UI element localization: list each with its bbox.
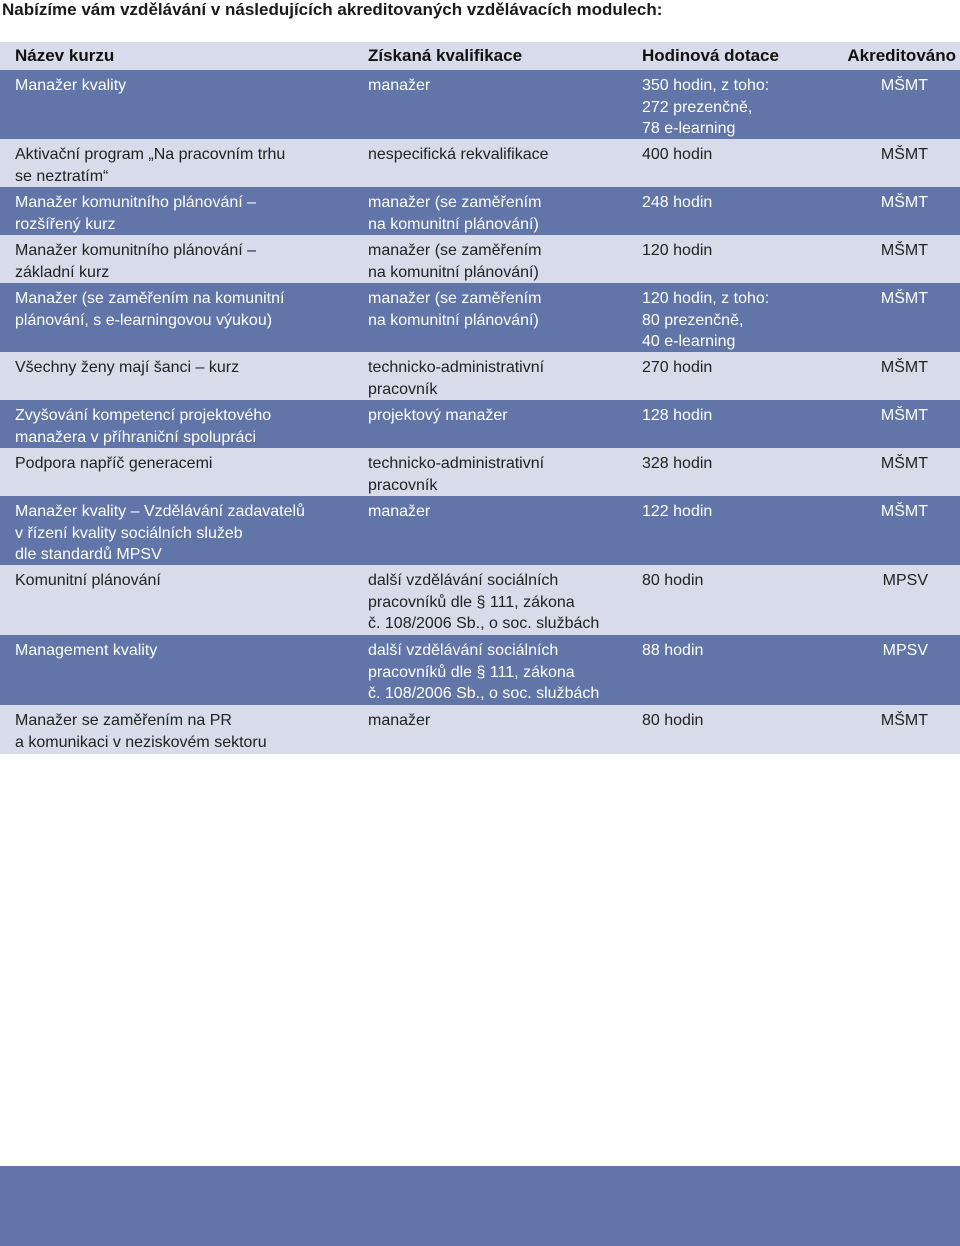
hours-line: 272 prezenčně, bbox=[642, 98, 753, 116]
course-name-cell bbox=[15, 75, 126, 97]
course-name-cell bbox=[15, 501, 305, 566]
header-ziskana-kvalifikace: Získaná kvalifikace bbox=[368, 46, 523, 65]
course-name-cell bbox=[15, 405, 271, 448]
hours-line: 120 hodin, z toho: bbox=[642, 290, 770, 307]
qualification-line: manažer (se zaměřením bbox=[368, 242, 542, 259]
qualification-line: na komunitní plánování) bbox=[368, 263, 539, 281]
empty-area bbox=[0, 754, 960, 1166]
course-name-line: Manažer komunitního plánování – bbox=[15, 242, 257, 259]
accreditation-cell: MŠMT bbox=[880, 407, 928, 424]
qualification-line: manažer bbox=[368, 77, 431, 94]
course-name-line: a komunikaci v neziskovém sektoru bbox=[15, 733, 267, 751]
course-name-line: Aktivační program „Na pracovním trhu bbox=[15, 146, 286, 163]
accreditation-cell: MŠMT bbox=[880, 290, 928, 307]
hours-line: 400 hodin bbox=[642, 146, 713, 163]
course-name-line: plánování, s e-learningovou výukou) bbox=[15, 311, 273, 329]
course-name-line: Zvyšování kompetencí projektového bbox=[15, 407, 272, 424]
qualification-line: projektový manažer bbox=[368, 407, 508, 424]
course-name-cell bbox=[15, 710, 267, 753]
course-name-line: Všechny ženy mají šanci – kurz bbox=[15, 359, 240, 376]
header-hodinova-dotace: Hodinová dotace bbox=[642, 46, 779, 65]
table-row bbox=[0, 283, 960, 352]
hours-line: 350 hodin, z toho: bbox=[642, 77, 770, 94]
hours-line: 270 hodin bbox=[642, 359, 713, 376]
course-name-line: manažera v příhraniční spolupráci bbox=[15, 428, 257, 446]
qualification-line: technicko-administrativní bbox=[368, 359, 545, 376]
hours-line: 328 hodin bbox=[642, 455, 713, 472]
hours-cell bbox=[642, 144, 712, 166]
course-name-cell bbox=[15, 453, 212, 475]
course-name-cell bbox=[15, 144, 285, 187]
hours-cell bbox=[642, 570, 703, 592]
course-name-cell bbox=[15, 357, 239, 379]
qualification-line: manažer bbox=[368, 712, 431, 729]
hours-cell bbox=[642, 240, 712, 262]
hours-cell bbox=[642, 192, 712, 214]
accreditation-cell: MŠMT bbox=[880, 712, 928, 729]
hours-cell bbox=[642, 710, 703, 732]
qualification-line: manažer bbox=[368, 503, 431, 520]
qualification-cell bbox=[368, 405, 508, 427]
qualification-cell bbox=[368, 710, 430, 732]
qualification-line: technicko-administrativní bbox=[368, 455, 545, 472]
qualification-cell bbox=[368, 144, 549, 166]
qualification-cell bbox=[368, 453, 544, 496]
header-nazev-kurzu: Název kurzu bbox=[15, 46, 115, 65]
accreditation-cell: MŠMT bbox=[880, 455, 928, 472]
course-name-line: Manažer (se zaměřením na komunitní bbox=[15, 290, 285, 307]
hours-cell bbox=[642, 405, 712, 427]
accreditation-cell: MŠMT bbox=[880, 146, 928, 163]
course-name-line: Manažer kvality bbox=[15, 77, 127, 94]
accreditation-cell: MŠMT bbox=[880, 242, 928, 259]
table-row bbox=[0, 400, 960, 448]
hours-line: 78 e-learning bbox=[642, 120, 736, 137]
qualification-cell bbox=[368, 240, 541, 283]
accreditation-cell: MŠMT bbox=[880, 77, 928, 94]
qualification-line: na komunitní plánování) bbox=[368, 311, 539, 329]
qualification-cell bbox=[368, 75, 430, 97]
hours-line: 40 e-learning bbox=[642, 333, 736, 350]
course-name-cell bbox=[15, 192, 256, 235]
course-name-line: základní kurz bbox=[15, 263, 110, 281]
table-row bbox=[0, 635, 960, 705]
qualification-line: další vzdělávání sociálních bbox=[368, 572, 559, 589]
course-name-line: Manažer komunitního plánování – bbox=[15, 194, 257, 211]
course-name-line: Komunitní plánování bbox=[15, 572, 161, 589]
table-row bbox=[0, 235, 960, 283]
course-name-line: rozšířený kurz bbox=[15, 215, 116, 233]
hours-line: 88 hodin bbox=[642, 642, 704, 659]
header-akreditovano: Akreditováno bbox=[847, 46, 956, 65]
course-name-cell bbox=[15, 570, 161, 592]
hours-cell bbox=[642, 357, 712, 379]
accreditation-cell: MPSV bbox=[882, 642, 928, 659]
accreditation-cell: MPSV bbox=[882, 572, 928, 589]
qualification-line: pracovník bbox=[368, 476, 438, 494]
course-name-cell bbox=[15, 240, 256, 283]
qualification-line: na komunitní plánování) bbox=[368, 215, 539, 233]
bottom-band bbox=[0, 1166, 960, 1246]
course-name-cell bbox=[15, 288, 284, 331]
qualification-line: manažer (se zaměřením bbox=[368, 194, 542, 211]
qualification-cell bbox=[368, 501, 430, 523]
hours-line: 80 hodin bbox=[642, 572, 704, 589]
hours-cell bbox=[642, 501, 712, 523]
course-name-line: se neztratím“ bbox=[15, 167, 109, 185]
table-row bbox=[0, 565, 960, 635]
course-name-line: Management kvality bbox=[15, 642, 158, 659]
qualification-line: pracovníků dle § 111, zákona bbox=[368, 593, 575, 611]
table-body bbox=[0, 70, 960, 754]
course-name-cell bbox=[15, 640, 157, 662]
hours-line: 122 hodin bbox=[642, 503, 713, 520]
hours-line: 80 hodin bbox=[642, 712, 704, 729]
qualification-line: nespecifická rekvalifikace bbox=[368, 146, 549, 163]
hours-cell bbox=[642, 288, 769, 353]
qualification-line: další vzdělávání sociálních bbox=[368, 642, 559, 659]
hours-cell bbox=[642, 453, 712, 475]
hours-cell bbox=[642, 75, 769, 140]
qualification-cell bbox=[368, 288, 541, 331]
qualification-line: manažer (se zaměřením bbox=[368, 290, 542, 307]
qualification-line: pracovníků dle § 111, zákona bbox=[368, 663, 575, 681]
table-row bbox=[0, 70, 960, 139]
accreditation-cell: MŠMT bbox=[880, 194, 928, 211]
qualification-cell bbox=[368, 192, 541, 235]
course-table bbox=[0, 42, 960, 1246]
table-row bbox=[0, 705, 960, 754]
table-row bbox=[0, 496, 960, 565]
accreditation-cell: MŠMT bbox=[880, 503, 928, 520]
hours-line: 128 hodin bbox=[642, 407, 713, 424]
table-row bbox=[0, 448, 960, 496]
qualification-line: č. 108/2006 Sb., o soc. službách bbox=[368, 685, 600, 702]
course-name-line: dle standardů MPSV bbox=[15, 546, 162, 563]
hours-cell bbox=[642, 640, 703, 662]
hours-line: 120 hodin bbox=[642, 242, 713, 259]
course-name-line: v řízení kvality sociálních služeb bbox=[15, 524, 243, 542]
course-name-line: Manažer se zaměřením na PR bbox=[15, 712, 232, 729]
course-name-line: Podpora napříč generacemi bbox=[15, 455, 213, 472]
table-row bbox=[0, 352, 960, 400]
table-header bbox=[0, 42, 960, 70]
course-name-line: Manažer kvality – Vzdělávání zadavatelů bbox=[15, 503, 305, 520]
qualification-cell bbox=[368, 357, 544, 400]
accreditation-cell: MŠMT bbox=[880, 359, 928, 376]
hours-line: 80 prezenčně, bbox=[642, 311, 744, 329]
qualification-cell bbox=[368, 640, 599, 705]
page-heading: Nabízíme vám vzdělávání v následujících akreditovaných vzdělávacích modulech: bbox=[2, 0, 663, 19]
hours-line: 248 hodin bbox=[642, 194, 713, 211]
table-row bbox=[0, 139, 960, 187]
table-row bbox=[0, 187, 960, 235]
qualification-line: č. 108/2006 Sb., o soc. službách bbox=[368, 615, 600, 632]
qualification-line: pracovník bbox=[368, 380, 438, 398]
qualification-cell bbox=[368, 570, 599, 635]
